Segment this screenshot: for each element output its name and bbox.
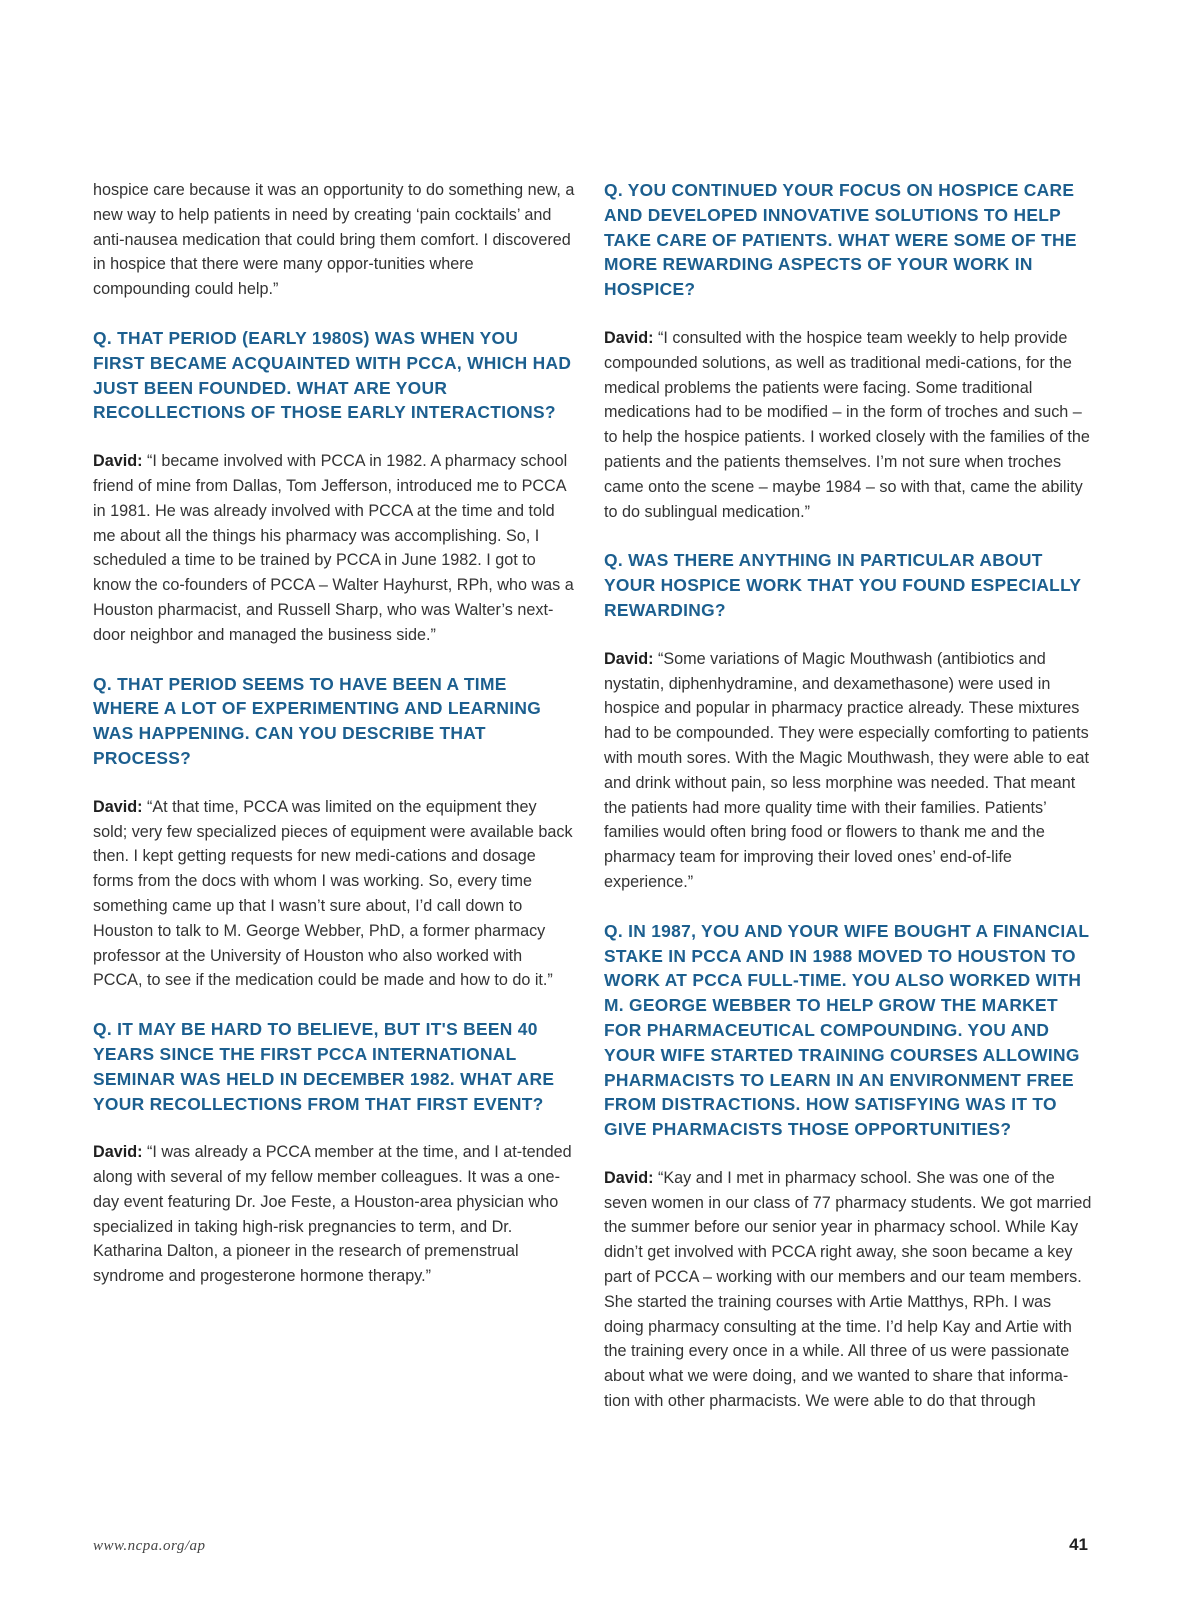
question-heading: Q. THAT PERIOD (EARLY 1980S) WAS WHEN YOU FIRST BECAME ACQUAINTED WITH PCCA, WHICH HAD JUST BEEN FOUNDED. WHAT ARE YOUR RECOLLECTIONS OF THOSE EARLY INTERACTIONS? bbox=[93, 327, 572, 423]
question-heading: Q. WAS THERE ANYTHING IN PARTICULAR ABOUT YOUR HOSPICE WORK THAT YOU FOUND ESPECIALLY REWARDING? bbox=[604, 550, 1082, 620]
answer-text: “I became involved with PCCA in 1982. A pharmacy school friend of mine from Dallas, Tom Jefferson, introduced me to PCCA in 1981. He was already involved with PCCA at the time and told me about all the things his pharmacy was accomplishing. So, I scheduled a time to be trained by PCCA in June 1982. I got to know the co-founders of PCCA – Walter Hayhurst, RPh, who was a Houston pharmacist, and Russell Sharp, who was Walter’s next-door neighbor and managed the business side.” bbox=[93, 452, 574, 644]
speaker-label: David: bbox=[93, 452, 143, 471]
speaker-label: David: bbox=[604, 1168, 654, 1187]
speaker-label: David: bbox=[604, 328, 654, 347]
question-heading: Q. IT MAY BE HARD TO BELIEVE, BUT IT'S BEEN 40 YEARS SINCE THE FIRST PCCA INTERNATIONAL SEMINAR WAS HELD IN DECEMBER 1982. WHAT ARE YOUR RECOLLECTIONS FROM THAT FIRST EVENT? bbox=[93, 1019, 555, 1114]
question-heading: Q. IN 1987, YOU AND YOUR WIFE BOUGHT A FINANCIAL STAKE IN PCCA AND IN 1988 MOVED TO HOUSTON TO WORK AT PCCA FULL-TIME. YOU ALSO WORKED WITH M. GEORGE WEBBER TO HELP GROW THE MARKET FOR PHARMACEUTICAL COMPOUNDING. YOU AND YOUR WIFE STARTED TRAINING COURSES ALLOWING PHARMACISTS TO LEARN IN AN ENVIRONMENT FREE FROM DISTRACTIONS. HOW SATISFYING WAS IT TO GIVE PHARMACISTS THOSE OPPORTUNITIES? bbox=[604, 920, 1089, 1140]
answer-text: “Some variations of Magic Mouthwash (antibiotics and nystatin, diphenhydramine, and dexamethasone) were used in hospice and popular in pharmacy practice already. These mixtures had to be compounded. They were especially comforting to patients with mouth sores. With the Magic Mouthwash, they were able to eat and drink without pain, so less morphine was needed. That meant the patients had more quality time with their families. Patients’ families would often bring food or flowers to thank me and the pharmacy team for improving their loved ones’ end-of-life experience.” bbox=[604, 649, 1089, 891]
answer-paragraph bbox=[604, 1166, 1094, 1414]
answer-paragraph bbox=[93, 449, 575, 647]
answer-paragraph bbox=[604, 326, 1094, 524]
question-heading: Q. YOU CONTINUED YOUR FOCUS ON HOSPICE CARE AND DEVELOPED INNOVATIVE SOLUTIONS TO HELP TAKE CARE OF PATIENTS. WHAT WERE SOME OF THE MORE REWARDING ASPECTS OF YOUR WORK IN HOSPICE? bbox=[604, 180, 1077, 300]
speaker-label: David: bbox=[604, 649, 654, 668]
intro-paragraph: hospice care because it was an opportunity to do something new, a new way to help patients in need by creating ‘pain cocktails’ and anti-nausea medication that could bring them comfort. I discovered in hospice that there were many oppor-tunities where compounding could help.” bbox=[93, 181, 575, 299]
answer-paragraph bbox=[93, 1140, 575, 1289]
page-number: 41 bbox=[1069, 1535, 1088, 1554]
left-column bbox=[93, 178, 575, 1289]
answer-paragraph bbox=[604, 647, 1094, 895]
answer-text: “I was already a PCCA member at the time, and I at-tended along with several of my fellow member colleagues. It was a one-day event featuring Dr. Joe Feste, a Houston-area physician who specialized in taking high-risk pregnancies to term, and Dr. Katharina Dalton, a pioneer in the research of premenstrual syndrome and progesterone hormone therapy.” bbox=[93, 1143, 572, 1286]
speaker-label: David: bbox=[93, 1143, 143, 1162]
question-heading: Q. THAT PERIOD SEEMS TO HAVE BEEN A TIME WHERE A LOT OF EXPERIMENTING AND LEARNING WAS HAPPENING. CAN YOU DESCRIBE THAT PROCESS? bbox=[93, 673, 542, 768]
answer-text: “At that time, PCCA was limited on the equipment they sold; very few specialized pieces of equipment were available back then. I kept getting requests for new medi-cations and dosage forms from the docs with whom I was working. So, every time something came up that I wasn’t sure about, I’d call down to Houston to talk to M. George Webber, PhD, a former pharmacy professor at the University of Houston who also worked with PCCA, to see if the medication could be made and how to do it.” bbox=[93, 797, 573, 990]
answer-paragraph bbox=[93, 795, 575, 993]
footer-url: www.ncpa.org/ap bbox=[93, 1538, 206, 1554]
speaker-label: David: bbox=[93, 797, 143, 816]
answer-text: “I consulted with the hospice team weekly to help provide compounded solutions, as well as traditional medi-cations, for the medical problems the patients were facing. Some traditional medications had to be modified – in the form of troches and such – to help the hospice patients. I worked closely with the families of the patients and the patients themselves. I’m not sure when troches came onto the scene – maybe 1984 – so with that, came the ability to do sublingual medication.” bbox=[604, 328, 1090, 521]
answer-text: “Kay and I met in pharmacy school. She was one of the seven women in our class of 77 pharmacy students. We got married the summer before our senior year in pharmacy school. While Kay didn’t get involved with PCCA right away, she soon became a key part of PCCA – working with our members and our team members. She started the training courses with Artie Matthys, RPh. I was doing pharmacy consulting at the time. I’d help Kay and Artie with the training every once in a while. All three of us were passionate about what we were doing, and we wanted to share that informa-tion with other pharmacists. We were able to do that through bbox=[604, 1168, 1092, 1411]
right-column bbox=[604, 178, 1094, 1414]
